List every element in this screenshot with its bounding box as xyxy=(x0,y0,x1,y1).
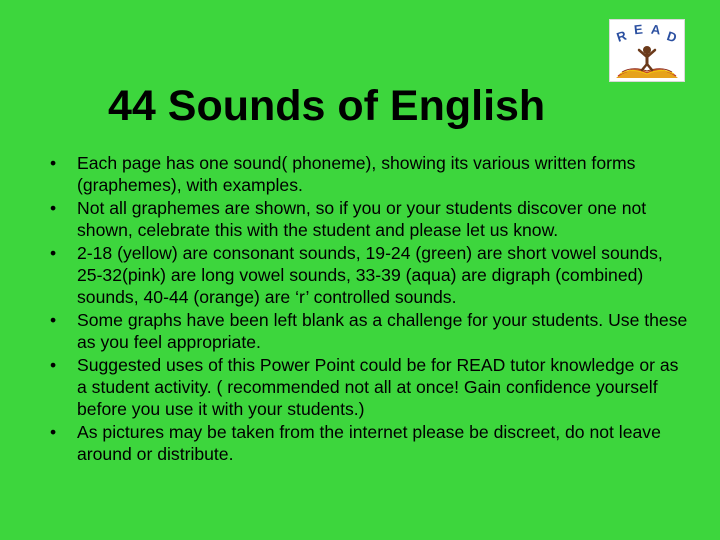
bullet-list xyxy=(48,153,688,467)
bullet-text: Some graphs have been left blank as a challenge for your students. Use these as you feel appropriate. xyxy=(77,310,688,352)
bullet-text: As pictures may be taken from the internet please be discreet, do not leave around or distribute. xyxy=(77,422,661,464)
logo-letter-d: D xyxy=(665,28,679,46)
child-reading-book-icon xyxy=(610,20,684,81)
bullet-item xyxy=(48,153,688,196)
bullet-item xyxy=(48,310,688,353)
bullet-dot: • xyxy=(50,243,57,264)
logo-letter-r: R xyxy=(614,27,629,45)
bullet-dot: • xyxy=(50,355,57,376)
logo-letter-e: E xyxy=(633,21,644,38)
bullet-text: Each page has one sound( phoneme), showing its various written forms (graphemes), with examples. xyxy=(77,153,636,195)
bullet-item xyxy=(48,243,688,308)
bullet-dot: • xyxy=(50,422,57,443)
bullet-dot: • xyxy=(50,153,57,173)
bullet-text: Not all graphemes are shown, so if you or your students discover one not shown, celebrate this with the student and please let us know. xyxy=(77,198,647,240)
bullet-dot: • xyxy=(50,198,57,219)
bullet-dot: • xyxy=(50,310,57,331)
logo-letter-a: A xyxy=(650,21,662,38)
bullet-item xyxy=(48,422,688,465)
read-logo xyxy=(609,19,685,82)
bullet-item xyxy=(48,198,688,241)
bullet-item xyxy=(48,355,688,420)
bullet-text: 2-18 (yellow) are consonant sounds, 19-24 (green) are short vowel sounds, 25-32(pink) are long vowel sounds, 33-39 (aqua) are digraph (combined) sounds, 40-44 (orange) are ‘r’ controlled sounds. xyxy=(77,243,663,307)
slide-title: 44 Sounds of English xyxy=(108,82,546,130)
bullet-text: Suggested uses of this Power Point could be for READ tutor knowledge or as a student activity. ( recommended not all at once! Gain confidence yourself before you use it with your students.) xyxy=(77,355,679,419)
